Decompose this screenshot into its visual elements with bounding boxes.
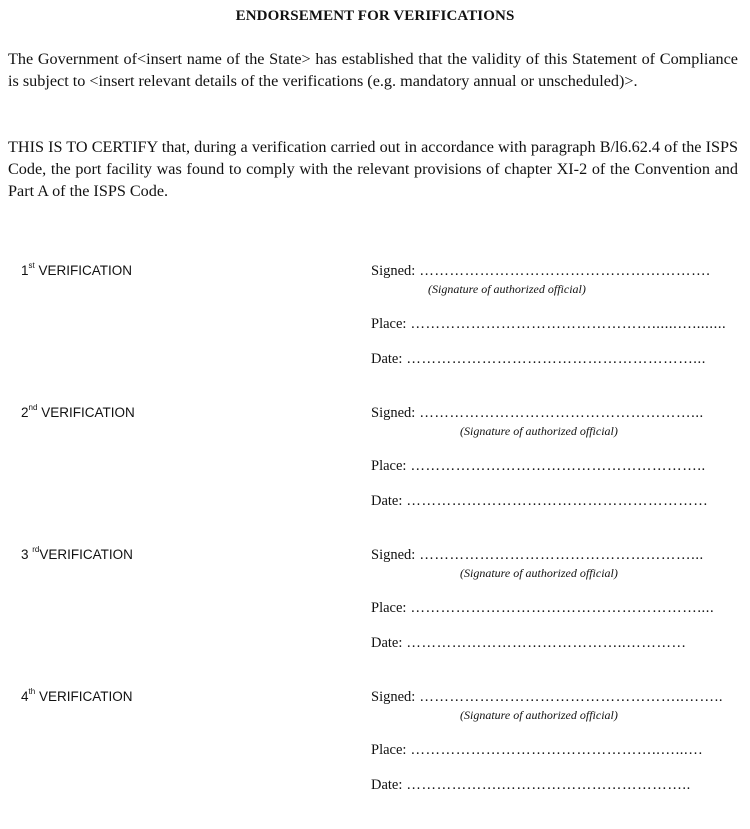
date-field[interactable] <box>371 635 687 652</box>
date-field[interactable] <box>371 777 691 794</box>
place-field[interactable] <box>371 458 706 475</box>
place-label: Place: <box>371 316 407 332</box>
signed-field[interactable] <box>371 547 704 564</box>
place-label: Place: <box>371 742 407 758</box>
place-line[interactable]: …………………………………………..…...… <box>410 742 704 758</box>
intro-paragraph: The Government of<insert name of the State> has established that the validity of this Statement of Compliance is subject to <insert relevant details of the verifications (e.g. mandatory annual or unscheduled)>. <box>8 50 738 90</box>
signed-label: Signed: <box>371 689 416 705</box>
signature-caption: (Signature of authorized official) <box>460 424 618 438</box>
verification-heading <box>21 689 132 704</box>
verification-heading <box>21 547 133 562</box>
certification-paragraph: THIS IS TO CERTIFY that, during a verification carried out in accordance with paragraph B/l6.62.4 of the ISPS Code, the port facility was found to comply with the relevant provisions of chapter XI-2 of the Convention and Part A of the ISPS Code. <box>8 138 738 200</box>
date-line[interactable]: ……………………………………..………… <box>406 635 687 651</box>
date-line[interactable]: …………………………………………………… <box>406 493 709 509</box>
signed-line[interactable]: …………………………………………………. <box>419 263 711 279</box>
place-line[interactable]: …………………………………………......…........ <box>410 316 727 332</box>
page-title: ENDORSEMENT FOR VERIFICATIONS <box>235 8 515 24</box>
place-field[interactable] <box>371 742 703 759</box>
verification-block-3 <box>0 547 750 687</box>
verification-label: VERIFICATION <box>41 405 135 420</box>
signed-label: Signed: <box>371 547 416 563</box>
date-field[interactable] <box>371 493 708 510</box>
ordinal-suffix: th <box>28 687 36 696</box>
verification-block-4 <box>0 689 750 829</box>
signed-field[interactable] <box>371 263 710 280</box>
date-label: Date: <box>371 493 403 509</box>
verification-heading <box>21 405 135 420</box>
verification-number: 4 <box>21 689 29 704</box>
verification-number: 1 <box>21 263 29 278</box>
signature-caption: (Signature of authorized official) <box>460 566 618 580</box>
signed-field[interactable] <box>371 405 704 422</box>
signed-label: Signed: <box>371 405 416 421</box>
ordinal-suffix: rd <box>32 545 40 554</box>
date-label: Date: <box>371 351 403 367</box>
place-label: Place: <box>371 600 407 616</box>
date-label: Date: <box>371 777 403 793</box>
date-line[interactable]: ……………….……………………………….. <box>406 777 691 793</box>
place-field[interactable] <box>371 600 714 617</box>
signed-field[interactable] <box>371 689 723 706</box>
signed-line[interactable]: ……………………………………………..…….. <box>419 689 724 705</box>
place-field[interactable] <box>371 316 726 333</box>
ordinal-suffix: st <box>28 261 35 270</box>
verification-block-2 <box>0 405 750 545</box>
verification-heading <box>21 263 132 278</box>
signed-line[interactable]: ………………………………………………... <box>419 405 704 421</box>
signature-caption: (Signature of authorized official) <box>460 708 618 722</box>
place-line[interactable]: ………………………………………………….... <box>410 600 715 616</box>
verification-label: VERIFICATION <box>39 547 133 562</box>
verification-number: 2 <box>21 405 29 420</box>
date-field[interactable] <box>371 351 706 368</box>
verification-block-1 <box>0 263 750 403</box>
verification-label: VERIFICATION <box>38 263 133 278</box>
date-line[interactable]: …………………………………………………... <box>406 351 706 367</box>
date-label: Date: <box>371 635 403 651</box>
place-line[interactable]: ………………………………………………….. <box>410 458 706 474</box>
place-label: Place: <box>371 458 407 474</box>
signature-caption: (Signature of authorized official) <box>428 282 586 296</box>
verification-label: VERIFICATION <box>38 689 133 704</box>
verification-number: 3 <box>21 547 33 562</box>
signed-line[interactable]: ………………………………………………... <box>419 547 704 563</box>
ordinal-suffix: nd <box>28 403 38 412</box>
signed-label: Signed: <box>371 263 416 279</box>
